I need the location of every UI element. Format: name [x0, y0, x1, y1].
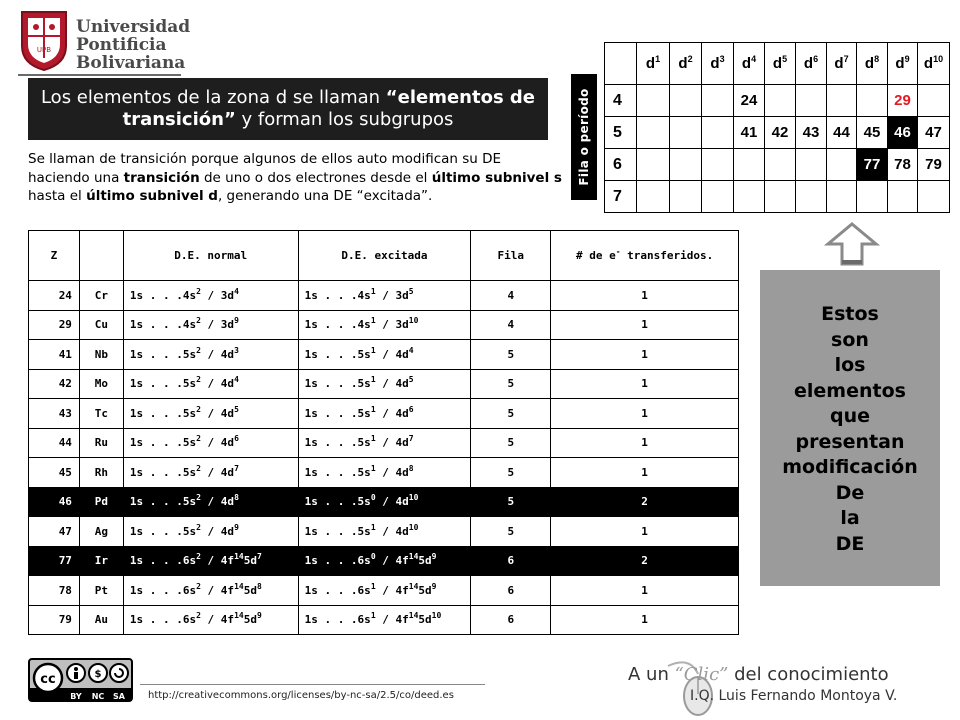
up-arrow-icon — [824, 222, 880, 266]
grid-col-d1-sup: 1 — [655, 54, 661, 64]
cell-excited-config: 1s . . $.5s^1 / 4d^8$ — [298, 458, 471, 488]
intro-paragraph — [28, 150, 563, 206]
slogan — [628, 664, 889, 685]
footer-divider — [140, 684, 485, 685]
summary-line: DE — [835, 532, 865, 555]
table-row — [29, 546, 739, 576]
cell-excited-config: 1s . . $.5s^1 / 4d^7$ — [298, 428, 471, 458]
intro-bold-2: último subnivel s — [431, 169, 562, 186]
summary-text — [760, 302, 940, 557]
grid-cell — [857, 85, 888, 117]
cell-normal-config: 1s . . $.6s^2 / 4f^{14}5d^8$ — [123, 576, 298, 606]
cell-excited-config: 1s . . $.6s^1 / 4f^{14}5d^9$ — [298, 576, 471, 606]
intro-bold-1: transición — [123, 169, 200, 186]
grid-cell — [637, 85, 670, 117]
author-name: I.Q. Luis Fernando Montoya V. — [690, 688, 898, 704]
electron-configuration-table — [28, 230, 739, 635]
cell-fila: 4 — [471, 281, 551, 311]
table-row — [29, 487, 739, 517]
cell-z: 41 — [29, 340, 80, 370]
grid-cell — [702, 181, 734, 213]
cell-normal-config: 1s . . $.6s^2 / 4f^{14}5d^9$ — [123, 605, 298, 635]
cell-normal-config: 1s . . $.4s^2 / 3d^9$ — [123, 310, 298, 340]
cell-excited-config: 1s . . $.5s^1 / 4d^6$ — [298, 399, 471, 429]
grid-col-d10 — [918, 43, 950, 85]
summary-line: elementos — [794, 379, 906, 402]
title-bold: “elementos de transición” — [122, 87, 536, 130]
license-link[interactable]: http://creativecommons.org/licenses/by-nc-sa/2.5/co/deed.es — [148, 690, 454, 701]
grid-col-d7-sup: 7 — [843, 54, 849, 64]
cell-fila: 5 — [471, 428, 551, 458]
grid-col-d3-sup: 3 — [719, 54, 725, 64]
grid-col-d1 — [637, 43, 670, 85]
summary-line: modificación — [782, 456, 918, 478]
title-text-2: y forman los subgrupos — [235, 109, 454, 130]
svg-text:UPB: UPB — [36, 46, 52, 54]
university-name — [76, 17, 191, 73]
grid-col-d8 — [857, 43, 888, 85]
cell-excited-config: 1s . . $.5s^0 / 4d^{10}$ — [298, 487, 471, 517]
header-transferred-post: transferidos. — [620, 249, 714, 262]
cell-transferred: 1 — [551, 428, 739, 458]
cell-z: 45 — [29, 458, 80, 488]
table-row — [29, 576, 739, 606]
cell-fila: 6 — [471, 546, 551, 576]
intro-bold-3: último subnivel d — [86, 188, 218, 204]
header-fila: Fila — [471, 231, 551, 281]
cell-symbol: Pd — [79, 487, 123, 517]
grid-cell — [796, 85, 827, 117]
cell-fila: 5 — [471, 487, 551, 517]
header-z: Z — [29, 231, 80, 281]
grid-cell — [702, 117, 734, 149]
grid-cell — [670, 85, 702, 117]
cell-fila: 5 — [471, 399, 551, 429]
cell-z: 77 — [29, 546, 80, 576]
grid-col-d10-sup: 10 — [933, 54, 944, 64]
grid-row-6 — [605, 149, 950, 181]
cell-transferred: 1 — [551, 605, 739, 635]
cell-excited-config: 1s . . $.5s^1 / 4d^{10}$ — [298, 517, 471, 547]
grid-cell — [702, 85, 734, 117]
summary-line: los — [834, 354, 866, 376]
summary-line: la — [840, 507, 860, 529]
university-shield-icon — [18, 10, 70, 72]
grid-row-label-4: 4 — [605, 85, 637, 117]
svg-text:$: $ — [94, 669, 102, 680]
creative-commons-badge[interactable] — [28, 658, 133, 702]
grid-row-label-5: 5 — [605, 117, 637, 149]
cell-normal-config: 1s . . $.5s^2 / 4d^6$ — [123, 428, 298, 458]
cc-tag-by: BY — [70, 692, 82, 701]
cell-normal-config: 1s . . $.5s^2 / 4d^9$ — [123, 517, 298, 547]
cell-z: 29 — [29, 310, 80, 340]
grid-col-d4 — [734, 43, 765, 85]
cell-z: 79 — [29, 605, 80, 635]
table-row — [29, 340, 739, 370]
cc-tag-nc: NC — [91, 692, 105, 701]
grid-col-d2 — [670, 43, 702, 85]
logo-line-3: Bolivariana — [76, 53, 186, 73]
grid-col-d10-prefix: d — [923, 55, 934, 72]
grid-col-d6 — [796, 43, 827, 85]
grid-cell-43: 43 — [796, 117, 827, 149]
grid-row-label-7: 7 — [605, 181, 637, 213]
grid-col-d8-prefix: d — [864, 55, 875, 72]
table-row — [29, 458, 739, 488]
slogan-post: del conocimiento — [728, 664, 889, 685]
header-transferred-pre: # de e — [575, 249, 616, 262]
summary-box — [760, 270, 940, 586]
cell-z: 42 — [29, 369, 80, 399]
header-excited: D.E. excitada — [298, 231, 471, 281]
cell-normal-config: 1s . . $.5s^2 / 4d^3$ — [123, 340, 298, 370]
cell-normal-config: 1s . . $.5s^2 / 4d^5$ — [123, 399, 298, 429]
grid-cell-46: 46 — [888, 117, 918, 149]
intro-text-2: de uno o dos electrones desde el — [199, 169, 432, 186]
cell-normal-config: 1s . . $.4s^2 / 3d^4$ — [123, 281, 298, 311]
cell-symbol: Ag — [79, 517, 123, 547]
grid-cell — [670, 149, 702, 181]
grid-col-d5-sup: 5 — [782, 54, 788, 64]
cell-symbol: Ru — [79, 428, 123, 458]
grid-col-d5-prefix: d — [772, 55, 783, 72]
table-row — [29, 517, 739, 547]
cc-mark-text: cc — [40, 672, 56, 687]
university-logo — [18, 10, 191, 78]
grid-cell — [857, 181, 888, 213]
cell-symbol: Mo — [79, 369, 123, 399]
cell-excited-config: 1s . . $.6s^1 / 4f^{14}5d^{10}$ — [298, 605, 471, 635]
grid-col-d6-prefix: d — [803, 55, 814, 72]
grid-col-d9-sup: 9 — [904, 54, 910, 64]
summary-line: que — [829, 405, 870, 427]
grid-cell-41: 41 — [734, 117, 765, 149]
cell-fila: 5 — [471, 458, 551, 488]
cell-transferred: 1 — [551, 399, 739, 429]
grid-cell — [637, 149, 670, 181]
summary-line: De — [835, 481, 865, 504]
cell-symbol: Cu — [79, 310, 123, 340]
table-row — [29, 399, 739, 429]
grid-row-5 — [605, 117, 950, 149]
cell-z: 44 — [29, 428, 80, 458]
cell-symbol: Au — [79, 605, 123, 635]
grid-col-d7 — [827, 43, 857, 85]
d-block-grid — [604, 42, 950, 213]
grid-cell — [796, 181, 827, 213]
cell-symbol: Tc — [79, 399, 123, 429]
cell-transferred: 1 — [551, 517, 739, 547]
grid-cell — [796, 149, 827, 181]
grid-col-d9 — [888, 43, 918, 85]
grid-col-d8-sup: 8 — [874, 54, 880, 64]
table-row — [29, 281, 739, 311]
summary-line: presentan — [795, 430, 905, 453]
cell-fila: 6 — [471, 605, 551, 635]
cell-z: 47 — [29, 517, 80, 547]
cell-excited-config: 1s . . $.5s^1 / 4d^5$ — [298, 369, 471, 399]
grid-col-d4-sup: 4 — [751, 54, 757, 64]
grid-cell-24: 24 — [734, 85, 765, 117]
grid-cell-29: 29 — [888, 85, 918, 117]
grid-col-d3-prefix: d — [710, 55, 720, 72]
cell-fila: 5 — [471, 517, 551, 547]
title-text-1: Los elementos de la zona d se llaman — [40, 87, 386, 108]
cell-z: 78 — [29, 576, 80, 606]
grid-cell — [637, 181, 670, 213]
grid-cell-78: 78 — [888, 149, 918, 181]
cell-transferred: 1 — [551, 369, 739, 399]
cell-excited-config: 1s . . $.4s^1 / 3d^5$ — [298, 281, 471, 311]
grid-cell — [827, 149, 857, 181]
grid-col-d3 — [702, 43, 734, 85]
cell-normal-config: 1s . . $.5s^2 / 4d^4$ — [123, 369, 298, 399]
grid-cell-42: 42 — [765, 117, 796, 149]
grid-cell — [765, 85, 796, 117]
grid-col-d2-sup: 2 — [687, 54, 693, 64]
grid-col-d4-prefix: d — [741, 55, 752, 72]
grid-cell — [670, 181, 702, 213]
intro-text-1: Se llaman de transición porque algunos de ellos auto modifican su DE haciendo una — [28, 151, 502, 186]
cell-transferred: 1 — [551, 281, 739, 311]
cell-normal-config: 1s . . $.5s^2 / 4d^7$ — [123, 458, 298, 488]
grid-cell — [827, 181, 857, 213]
cell-transferred: 1 — [551, 458, 739, 488]
grid-row-7 — [605, 181, 950, 213]
table-row — [29, 605, 739, 635]
cell-transferred: 2 — [551, 487, 739, 517]
cell-symbol: Cr — [79, 281, 123, 311]
header-symbol — [79, 231, 123, 281]
cell-normal-config: 1s . . $.6s^2 / 4f^{14}5d^7$ — [123, 546, 298, 576]
grid-cell-77: 77 — [857, 149, 888, 181]
cell-transferred: 2 — [551, 546, 739, 576]
grid-cell — [734, 181, 765, 213]
grid-cell — [827, 85, 857, 117]
cell-transferred: 1 — [551, 310, 739, 340]
grid-cell — [670, 117, 702, 149]
cc-tag-sa: SA — [113, 692, 125, 701]
grid-col-d1-prefix: d — [645, 55, 656, 72]
grid-col-d7-prefix: d — [834, 55, 844, 72]
grid-cell — [637, 117, 670, 149]
table-row — [29, 369, 739, 399]
grid-col-d2-prefix: d — [678, 55, 688, 72]
cell-z: 24 — [29, 281, 80, 311]
grid-cell-47: 47 — [918, 117, 950, 149]
logo-line-2: Pontificia — [76, 35, 167, 55]
period-axis-text: Fila o período — [577, 88, 591, 186]
header-transferred-sup: - — [615, 247, 621, 256]
grid-row-label-6: 6 — [605, 149, 637, 181]
grid-cell-79: 79 — [918, 149, 950, 181]
cell-transferred: 1 — [551, 576, 739, 606]
grid-cell-45: 45 — [857, 117, 888, 149]
intro-text-3: hasta el — [28, 188, 87, 204]
grid-col-d6-sup: 6 — [813, 54, 819, 64]
grid-col-d9-prefix: d — [895, 55, 905, 72]
grid-col-d5 — [765, 43, 796, 85]
table-header-row — [29, 231, 739, 281]
logo-divider — [18, 74, 181, 76]
cell-fila: 5 — [471, 369, 551, 399]
logo-line-1: Universidad — [76, 17, 191, 37]
grid-cell — [888, 181, 918, 213]
grid-cell — [765, 181, 796, 213]
grid-cell — [734, 149, 765, 181]
cell-fila: 4 — [471, 310, 551, 340]
grid-cell — [702, 149, 734, 181]
header-normal: D.E. normal — [123, 231, 298, 281]
cell-symbol: Rh — [79, 458, 123, 488]
cell-symbol: Pt — [79, 576, 123, 606]
cell-excited-config: 1s . . $.4s^1 / 3d^{10}$ — [298, 310, 471, 340]
cell-z: 43 — [29, 399, 80, 429]
summary-line: son — [831, 328, 869, 351]
cell-z: 46 — [29, 487, 80, 517]
slogan-clic: “Clic” — [674, 664, 729, 685]
title-banner — [28, 78, 548, 140]
grid-row-4 — [605, 85, 950, 117]
table-row — [29, 428, 739, 458]
slogan-pre: A un — [628, 664, 675, 685]
summary-line: Estos — [821, 303, 879, 325]
cell-fila: 5 — [471, 340, 551, 370]
cell-symbol: Nb — [79, 340, 123, 370]
grid-cell — [918, 85, 950, 117]
grid-cell — [765, 149, 796, 181]
grid-cell-44: 44 — [827, 117, 857, 149]
grid-header-row — [605, 43, 950, 85]
header-transferred — [551, 231, 739, 281]
cell-fila: 6 — [471, 576, 551, 606]
grid-cell — [918, 181, 950, 213]
intro-text-4: , generando una DE “excitada”. — [217, 188, 433, 204]
grid-corner — [605, 43, 637, 85]
cell-normal-config: 1s . . $.5s^2 / 4d^8$ — [123, 487, 298, 517]
cell-excited-config: 1s . . $.5s^1 / 4d^4$ — [298, 340, 471, 370]
cell-symbol: Ir — [79, 546, 123, 576]
period-axis-label — [571, 74, 597, 200]
cell-excited-config: 1s . . $.6s^0 / 4f^{14}5d^9$ — [298, 546, 471, 576]
cell-transferred: 1 — [551, 340, 739, 370]
sa-icon — [110, 664, 128, 682]
table-row — [29, 310, 739, 340]
